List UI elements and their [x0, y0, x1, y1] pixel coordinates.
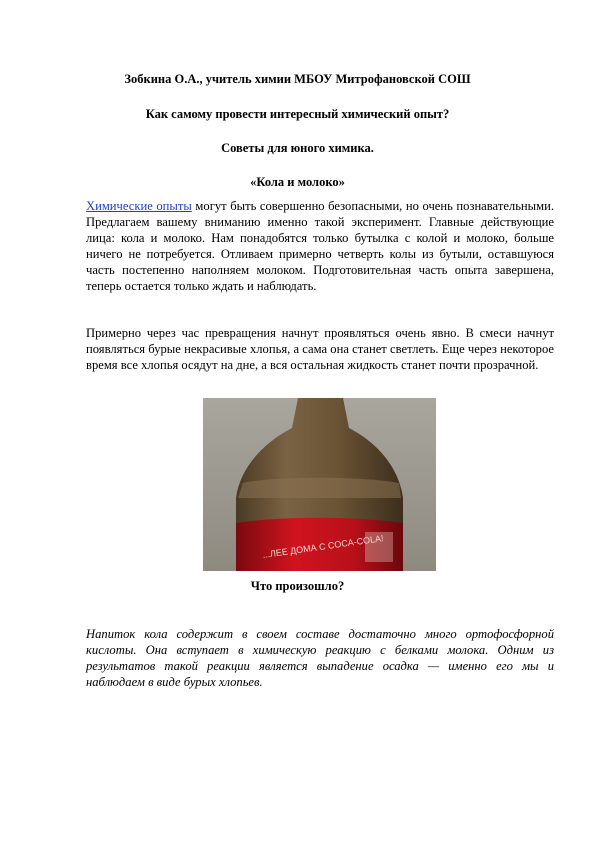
chemical-experiments-link[interactable]: Химические опыты: [86, 199, 192, 213]
paragraph-explanation: Напиток кола содержит в своем составе достаточно много ортофосфорной кислоты. Она вступает в химическую реакцию с белками молока. Одним из результатов такой реакции является выпадение осадка — именно его мы и наблюдаем в виде бурых хлопьев.: [86, 627, 554, 689]
paragraph-intro: [86, 198, 554, 294]
document-title: Как самому провести интересный химический опыт?: [145, 107, 450, 121]
document-subtitle: Советы для юного химика.: [221, 141, 374, 155]
paragraph-intro-text: могут быть совершенно безопасными, но очень познавательными. Предлагаем вашему вниманию именно такой эксперимент. Главные действующие лица: кола и молоко. Нам понадобятся только бутылка с колой и молоко, больше ничего не потребуется. Отливаем примерно четверть колы из бутыли, оставшуюся часть постепенно наполняем молоком. Подготовительная часть опыта завершена, теперь остается только ждать и наблюдать.: [86, 199, 554, 293]
bottle-label-text: ...ЛЕЕ ДОМА С COCA-COLA!: [261, 533, 385, 560]
cola-milk-bottle-photo: [203, 398, 436, 571]
author-line: Зобкина О.А., учитель химии МБОУ Митрофановской СОШ: [124, 72, 471, 86]
photo-caption: Что произошло?: [250, 579, 345, 593]
paragraph-observation: Примерно через час превращения начнут проявляться очень явно. В смеси начнут появляться бурые некрасивые хлопья, а сама она станет светлеть. Еще через некоторое время все хлопья осядут на дне, а вся остальная жидкость станет почти прозрачной.: [86, 326, 554, 372]
experiment-name: «Кола и молоко»: [250, 175, 345, 189]
